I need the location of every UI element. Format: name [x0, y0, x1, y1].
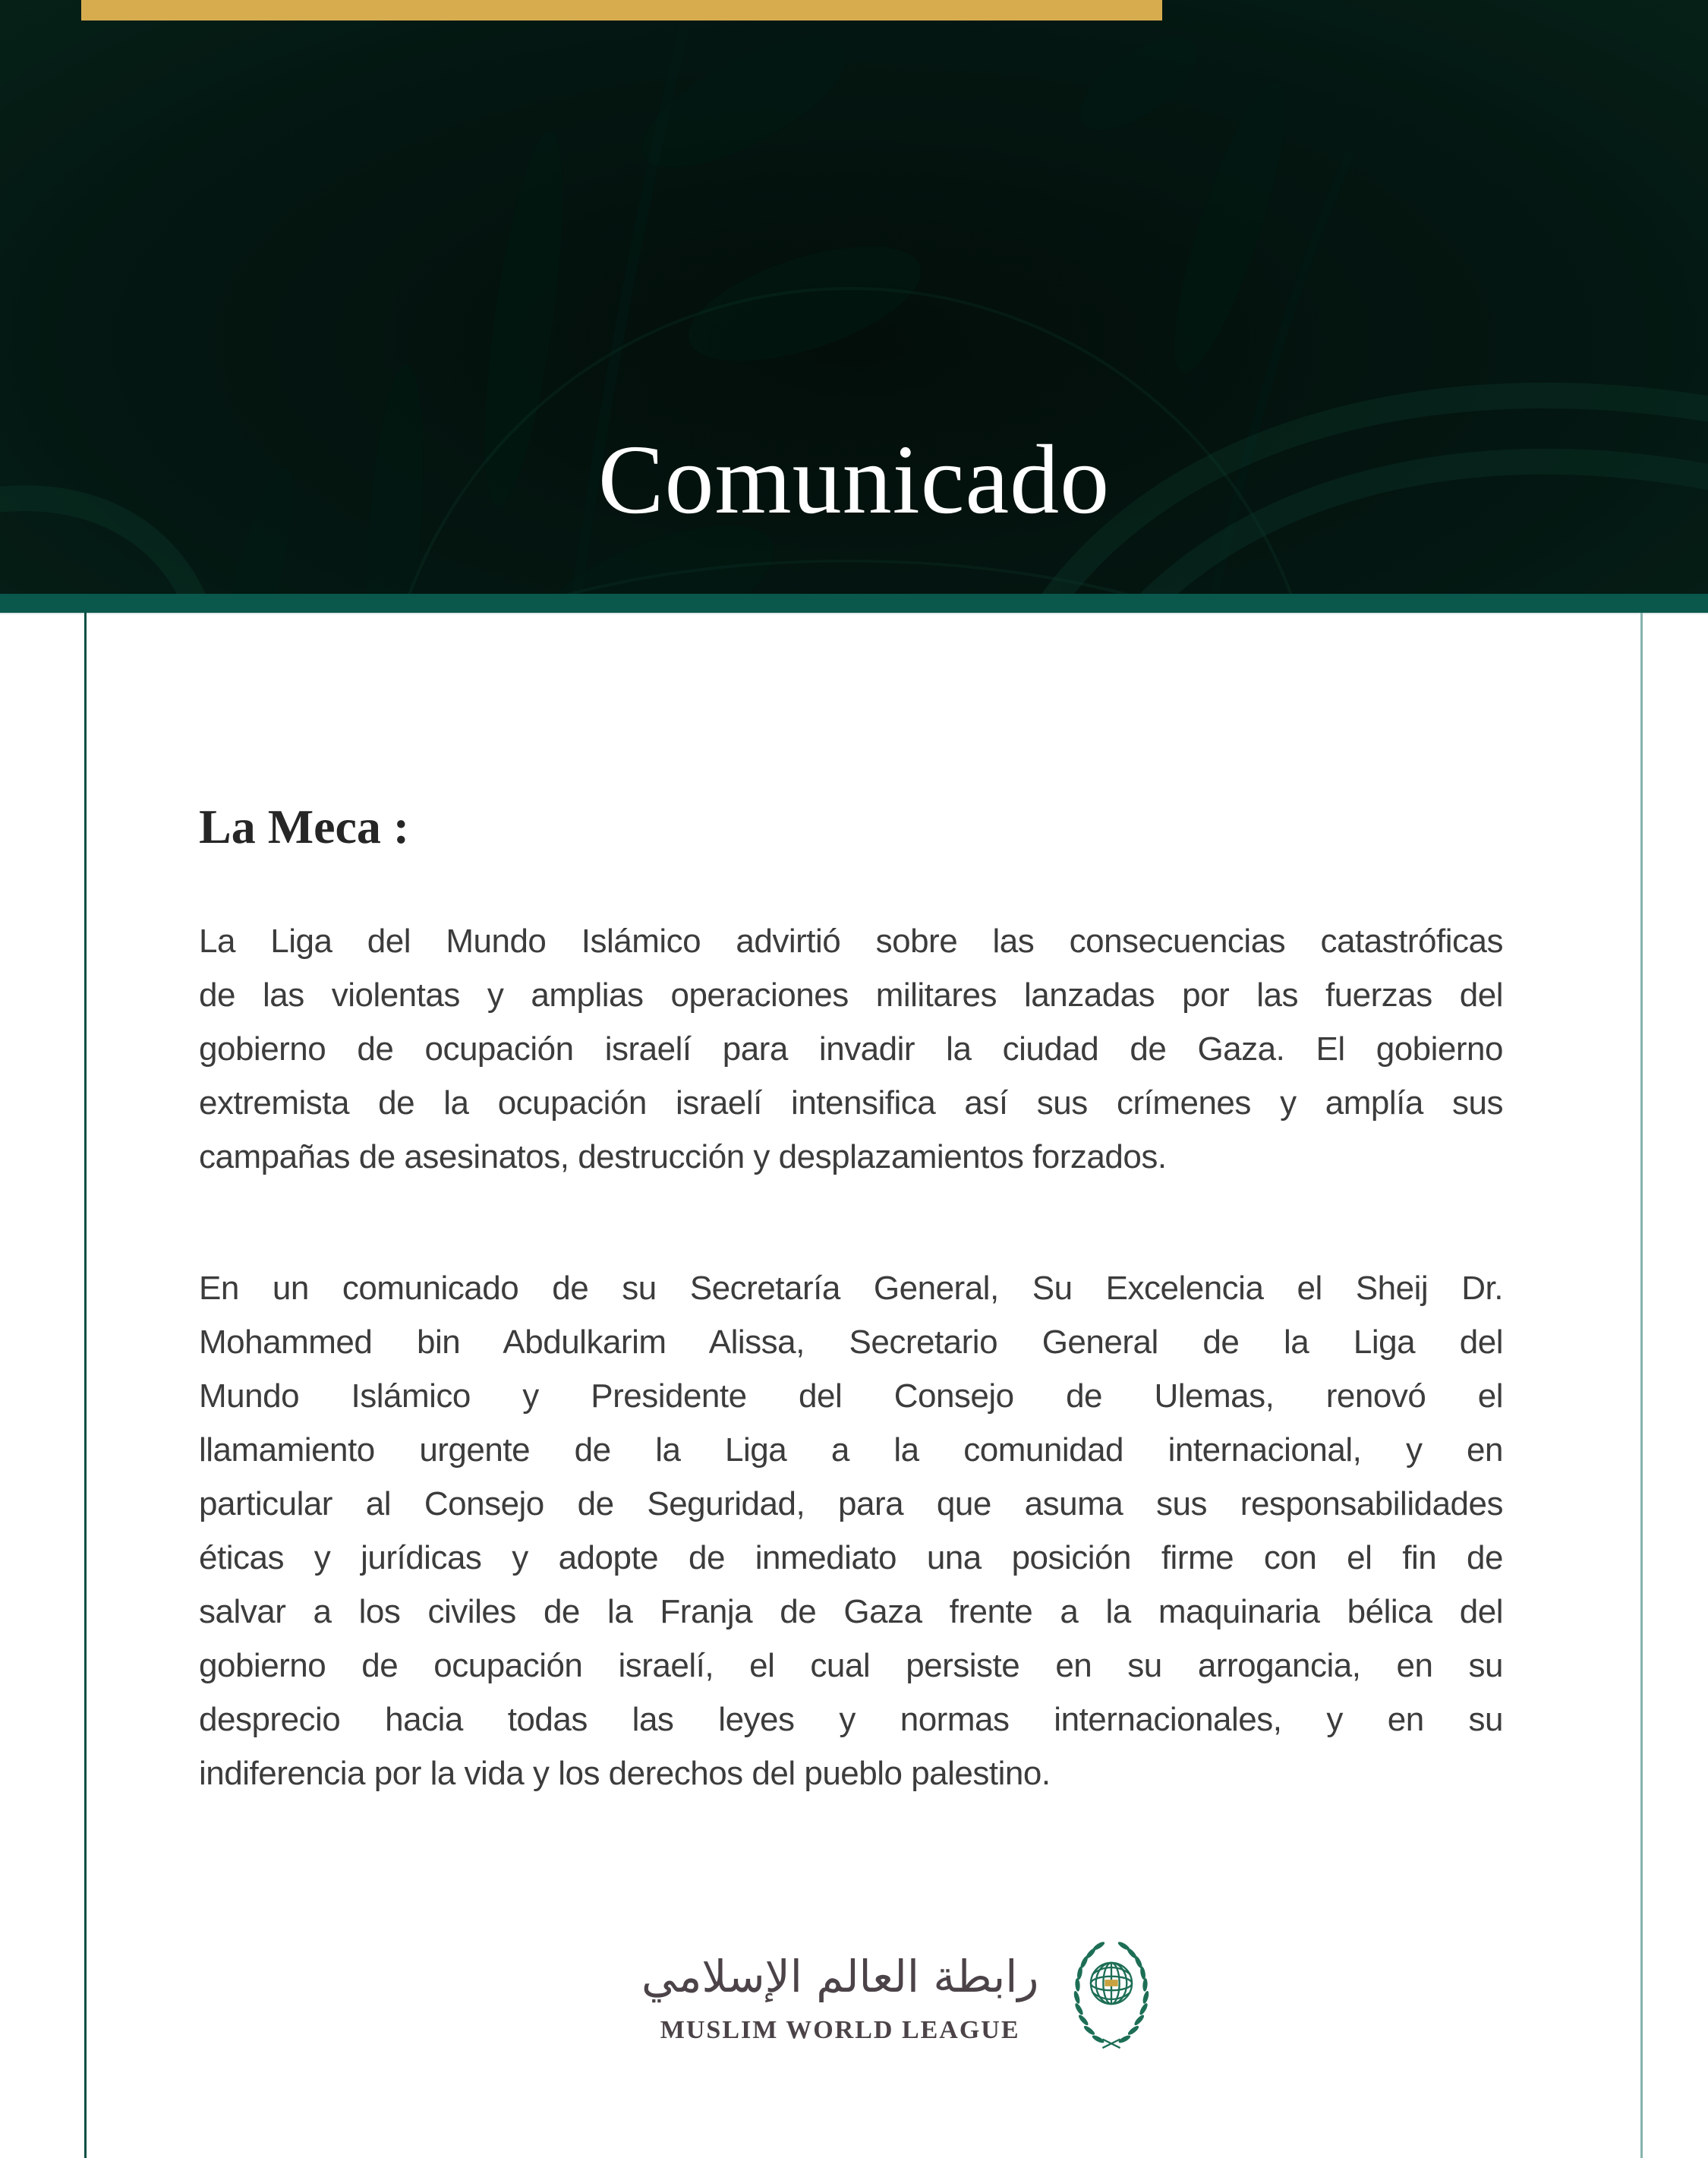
- paragraph-line: indiferencia por la vida y los derechos del pueblo palestino.: [199, 1755, 1051, 1792]
- header-banner: [0, 0, 1708, 594]
- paragraph-line: gobierno de ocupación israelí para invadir la ciudad de Gaza. El gobierno: [199, 1030, 1503, 1068]
- paragraph-line: gobierno de ocupación israelí, el cual persiste en su arrogancia, en su: [199, 1647, 1503, 1684]
- logo-latin-name: MUSLIM WORLD LEAGUE: [660, 2016, 1020, 2044]
- gold-accent-bar: [81, 0, 1162, 21]
- paragraph-1: [199, 914, 1503, 1184]
- dateline-heading: La Meca :: [199, 800, 410, 853]
- paragraph-line: desprecio hacia todas las leyes y normas internacionales, y en su: [199, 1701, 1503, 1738]
- paragraph-line: En un comunicado de su Secretaría General, Su Excelencia el Sheij Dr.: [199, 1270, 1503, 1307]
- paragraph-line: Mohammed bin Abdulkarim Alissa, Secretario General de la Liga del: [199, 1324, 1503, 1361]
- logo-arabic-calligraphy: رابطة العالم الإسلامي: [641, 1951, 1039, 2002]
- paragraph-line: Mundo Islámico y Presidente del Consejo de Ulemas, renovó el: [199, 1377, 1503, 1415]
- paragraph-line: llamamiento urgente de la Liga a la comunidad internacional, y en: [199, 1431, 1503, 1469]
- page-title: Comunicado: [597, 425, 1111, 535]
- paragraph-2: [199, 1261, 1503, 1800]
- kaaba-gold-mark: [1105, 1980, 1118, 1986]
- globe-laurel-wreath-icon: [1067, 1938, 1155, 2052]
- paragraph-line: éticas y jurídicas y adopte de inmediato una posición firme con el fin de: [199, 1539, 1503, 1576]
- paragraph-line: campañas de asesinatos, destrucción y desplazamientos forzados.: [199, 1138, 1167, 1175]
- paragraph-line: salvar a los civiles de la Franja de Gaza frente a la maquinaria bélica del: [199, 1593, 1503, 1630]
- logo-wordmark: [641, 1945, 1038, 2045]
- paragraph-line: particular al Consejo de Seguridad, para que asuma sus responsabilidades: [199, 1485, 1503, 1522]
- paragraph-line: de las violentas y amplias operaciones militares lanzadas por las fuerzas del: [199, 976, 1503, 1014]
- header-divider-band: [0, 594, 1708, 614]
- right-margin-rule: [1640, 613, 1643, 2158]
- muslim-world-league-logo: [641, 1938, 1155, 2052]
- paragraph-line: extremista de la ocupación israelí intensifica así sus crímenes y amplía sus: [199, 1084, 1503, 1122]
- paragraph-line: La Liga del Mundo Islámico advirtió sobre las consecuencias catastróficas: [199, 923, 1503, 960]
- left-margin-rule: [84, 613, 87, 2158]
